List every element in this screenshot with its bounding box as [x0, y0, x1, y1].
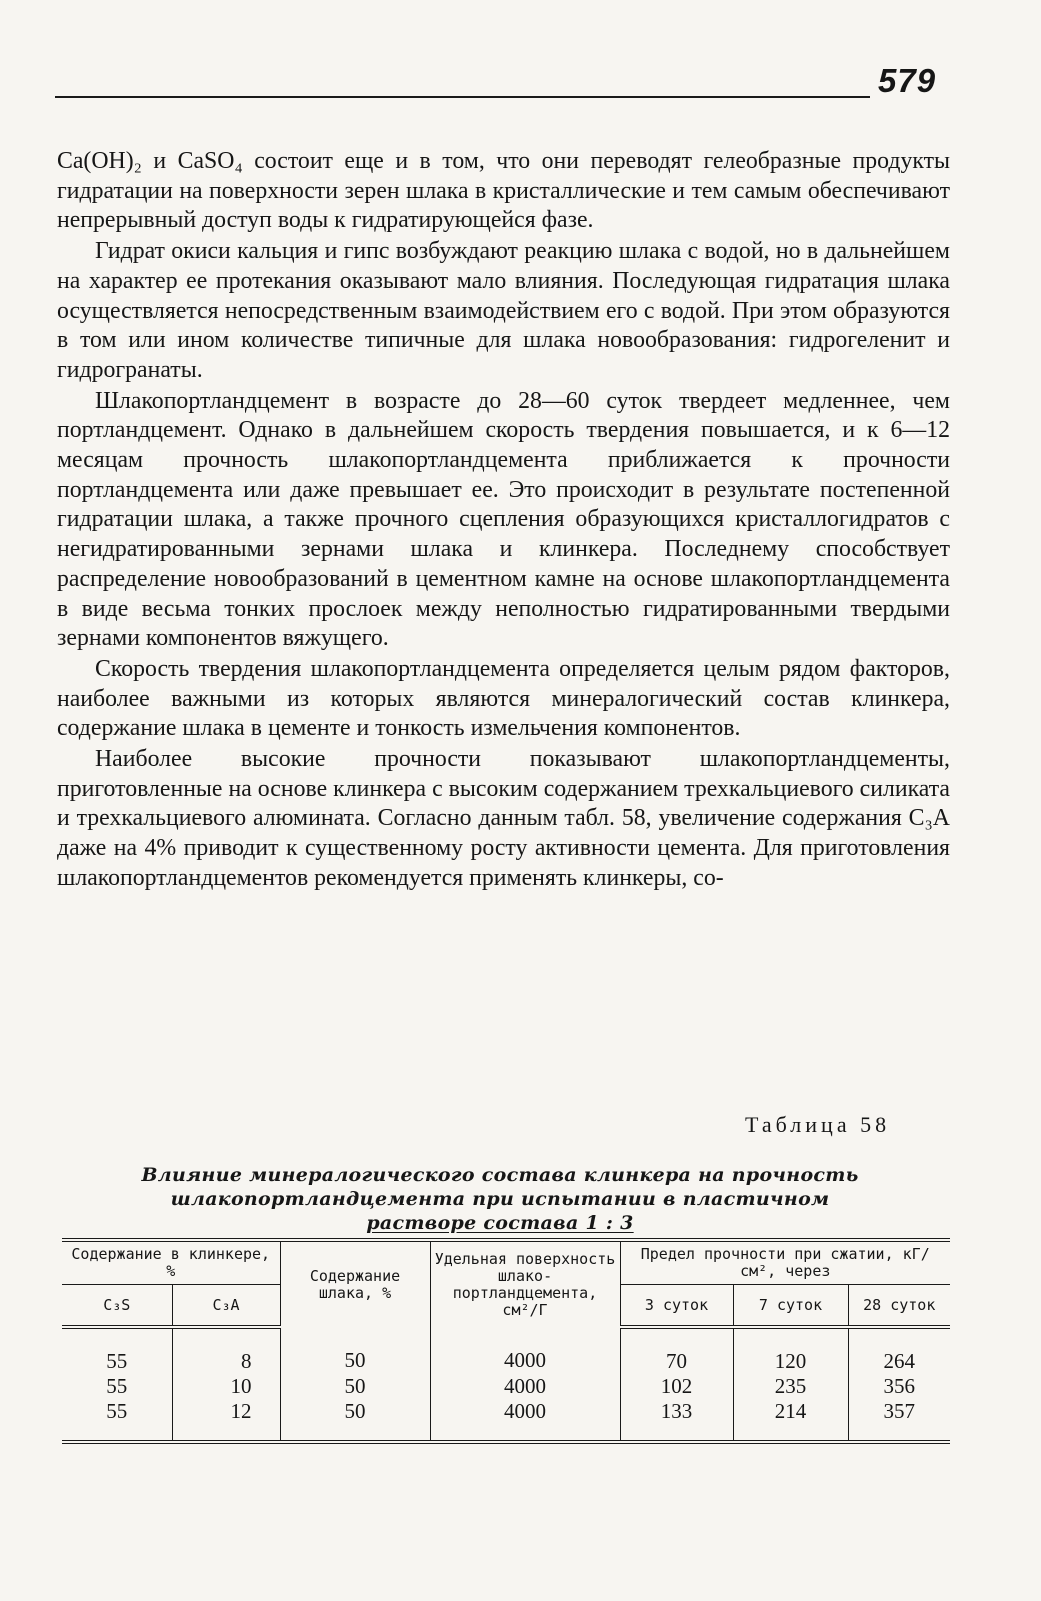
data-table — [62, 1238, 950, 1444]
table-row — [62, 1399, 950, 1442]
cell-28-days: 264 — [848, 1327, 950, 1374]
cell-slag: 50 — [280, 1374, 430, 1399]
table-label: Таблица 58 — [745, 1112, 891, 1137]
header-slag-content: Содержание шлака, % — [280, 1240, 430, 1327]
cell-3-days: 102 — [620, 1374, 733, 1399]
header-7-days: 7 суток — [733, 1285, 848, 1328]
cell-28-days: 357 — [848, 1399, 950, 1442]
header-c3a: C₃A — [172, 1285, 280, 1328]
cell-c3s: 55 — [106, 1399, 128, 1423]
cell-7-days: 120 — [733, 1327, 848, 1374]
table-row — [62, 1374, 950, 1399]
cell-surface: 4000 — [430, 1327, 620, 1374]
header-28-days: 28 суток — [848, 1285, 950, 1328]
table-title — [75, 1163, 925, 1235]
header-clinker-content: Содержание в клинкере, % — [71, 1245, 271, 1280]
table-title-line: растворе состава 1 : 3 — [366, 1212, 634, 1234]
cell-surface: 4000 — [430, 1374, 620, 1399]
table-title-line: Влияние минералогического состава клинкера на прочность — [141, 1164, 859, 1186]
paragraph: Скорость твердения шлакопортландцемента определяется целым рядом факторов, наиболее важными из которых являются минералогический состав клинкера, содержание шлака в цементе и тонкость измельчения компонентов. — [57, 655, 950, 742]
cell-surface: 4000 — [430, 1399, 620, 1442]
cell-28-days: 356 — [848, 1374, 950, 1399]
body-text — [57, 147, 950, 894]
table-title-line: шлакопортландцемента при испытании в пластичном — [170, 1188, 830, 1210]
header-compressive-strength: Предел прочности при сжатии, кГ/см², через — [620, 1240, 950, 1285]
cell-7-days: 214 — [733, 1399, 848, 1442]
cell-7-days: 235 — [733, 1374, 848, 1399]
header-specific-surface: Удельная поверхность шлакопортландцемента, см²/Г — [430, 1240, 620, 1327]
cell-3-days: 70 — [620, 1327, 733, 1374]
header-rule — [55, 96, 870, 98]
cell-3-days: 133 — [620, 1399, 733, 1442]
cell-c3a: 10 — [172, 1374, 280, 1399]
paragraph: Шлакопортландцемент в возрасте до 28—60 суток твердеет медленнее, чем портландцемент. Однако в дальнейшем скорость твердения повышается, и к 6—12 месяцам прочность шлакопортландцемента приближается к прочности портландцемента или даже превышает ее. Это происходит в результате постепенной гидратации шлака, а также прочного сцепления образующихся кристаллогидратов с негидратированными зернами шлака и клинкера. Последнему способствует распределение новообразований в цементном камне на основе шлакопортландцемента в виде весьма тонких прослоек между неполностью гидратированными твердыми зернами компонентов вяжущего. — [57, 387, 950, 652]
cell-c3a: 12 — [172, 1399, 280, 1442]
paragraph: Ca(OH)₂ и CaSO₄ состоит еще и в том, что они переводят гелеобразные продукты гидратации на поверхности зерен шлака в кристаллические и тем самым обеспечивают непрерывный доступ воды к гидратирующейся фазе. — [57, 148, 950, 234]
table-row — [62, 1327, 950, 1374]
cell-c3s: 55 — [106, 1374, 128, 1398]
cell-c3s: 55 — [106, 1349, 128, 1373]
paragraph: Гидрат окиси кальция и гипс возбуждают реакцию шлака с водой, но в дальнейшем на характер ее протекания оказывают мало влияния. Последующая гидратация шлака осуществляется непосредственным взаимодействием его с водой. При этом образуются в том или ином количестве типичные для шлака новообразования: гидрогеленит и гидрогранаты. — [57, 238, 950, 383]
header-c3s: C₃S — [62, 1285, 172, 1328]
cell-slag: 50 — [280, 1399, 430, 1442]
cell-c3a: 8 — [172, 1327, 280, 1374]
page-number: 579 — [878, 62, 937, 99]
cell-slag: 50 — [280, 1327, 430, 1374]
header-3-days: 3 суток — [620, 1285, 733, 1328]
paragraph: Наиболее высокие прочности показывают шлакопортландцементы, приготовленные на основе клинкера с высоким содержанием трехкальциевого силиката и трехкальциевого алюмината. Согласно данным табл. 58, увеличение содержания C₃A даже на 4% приводит к существенному росту активности цемента. Для приготовления шлакопортландцементов рекомендуется применять клинкеры, со- — [57, 746, 950, 891]
